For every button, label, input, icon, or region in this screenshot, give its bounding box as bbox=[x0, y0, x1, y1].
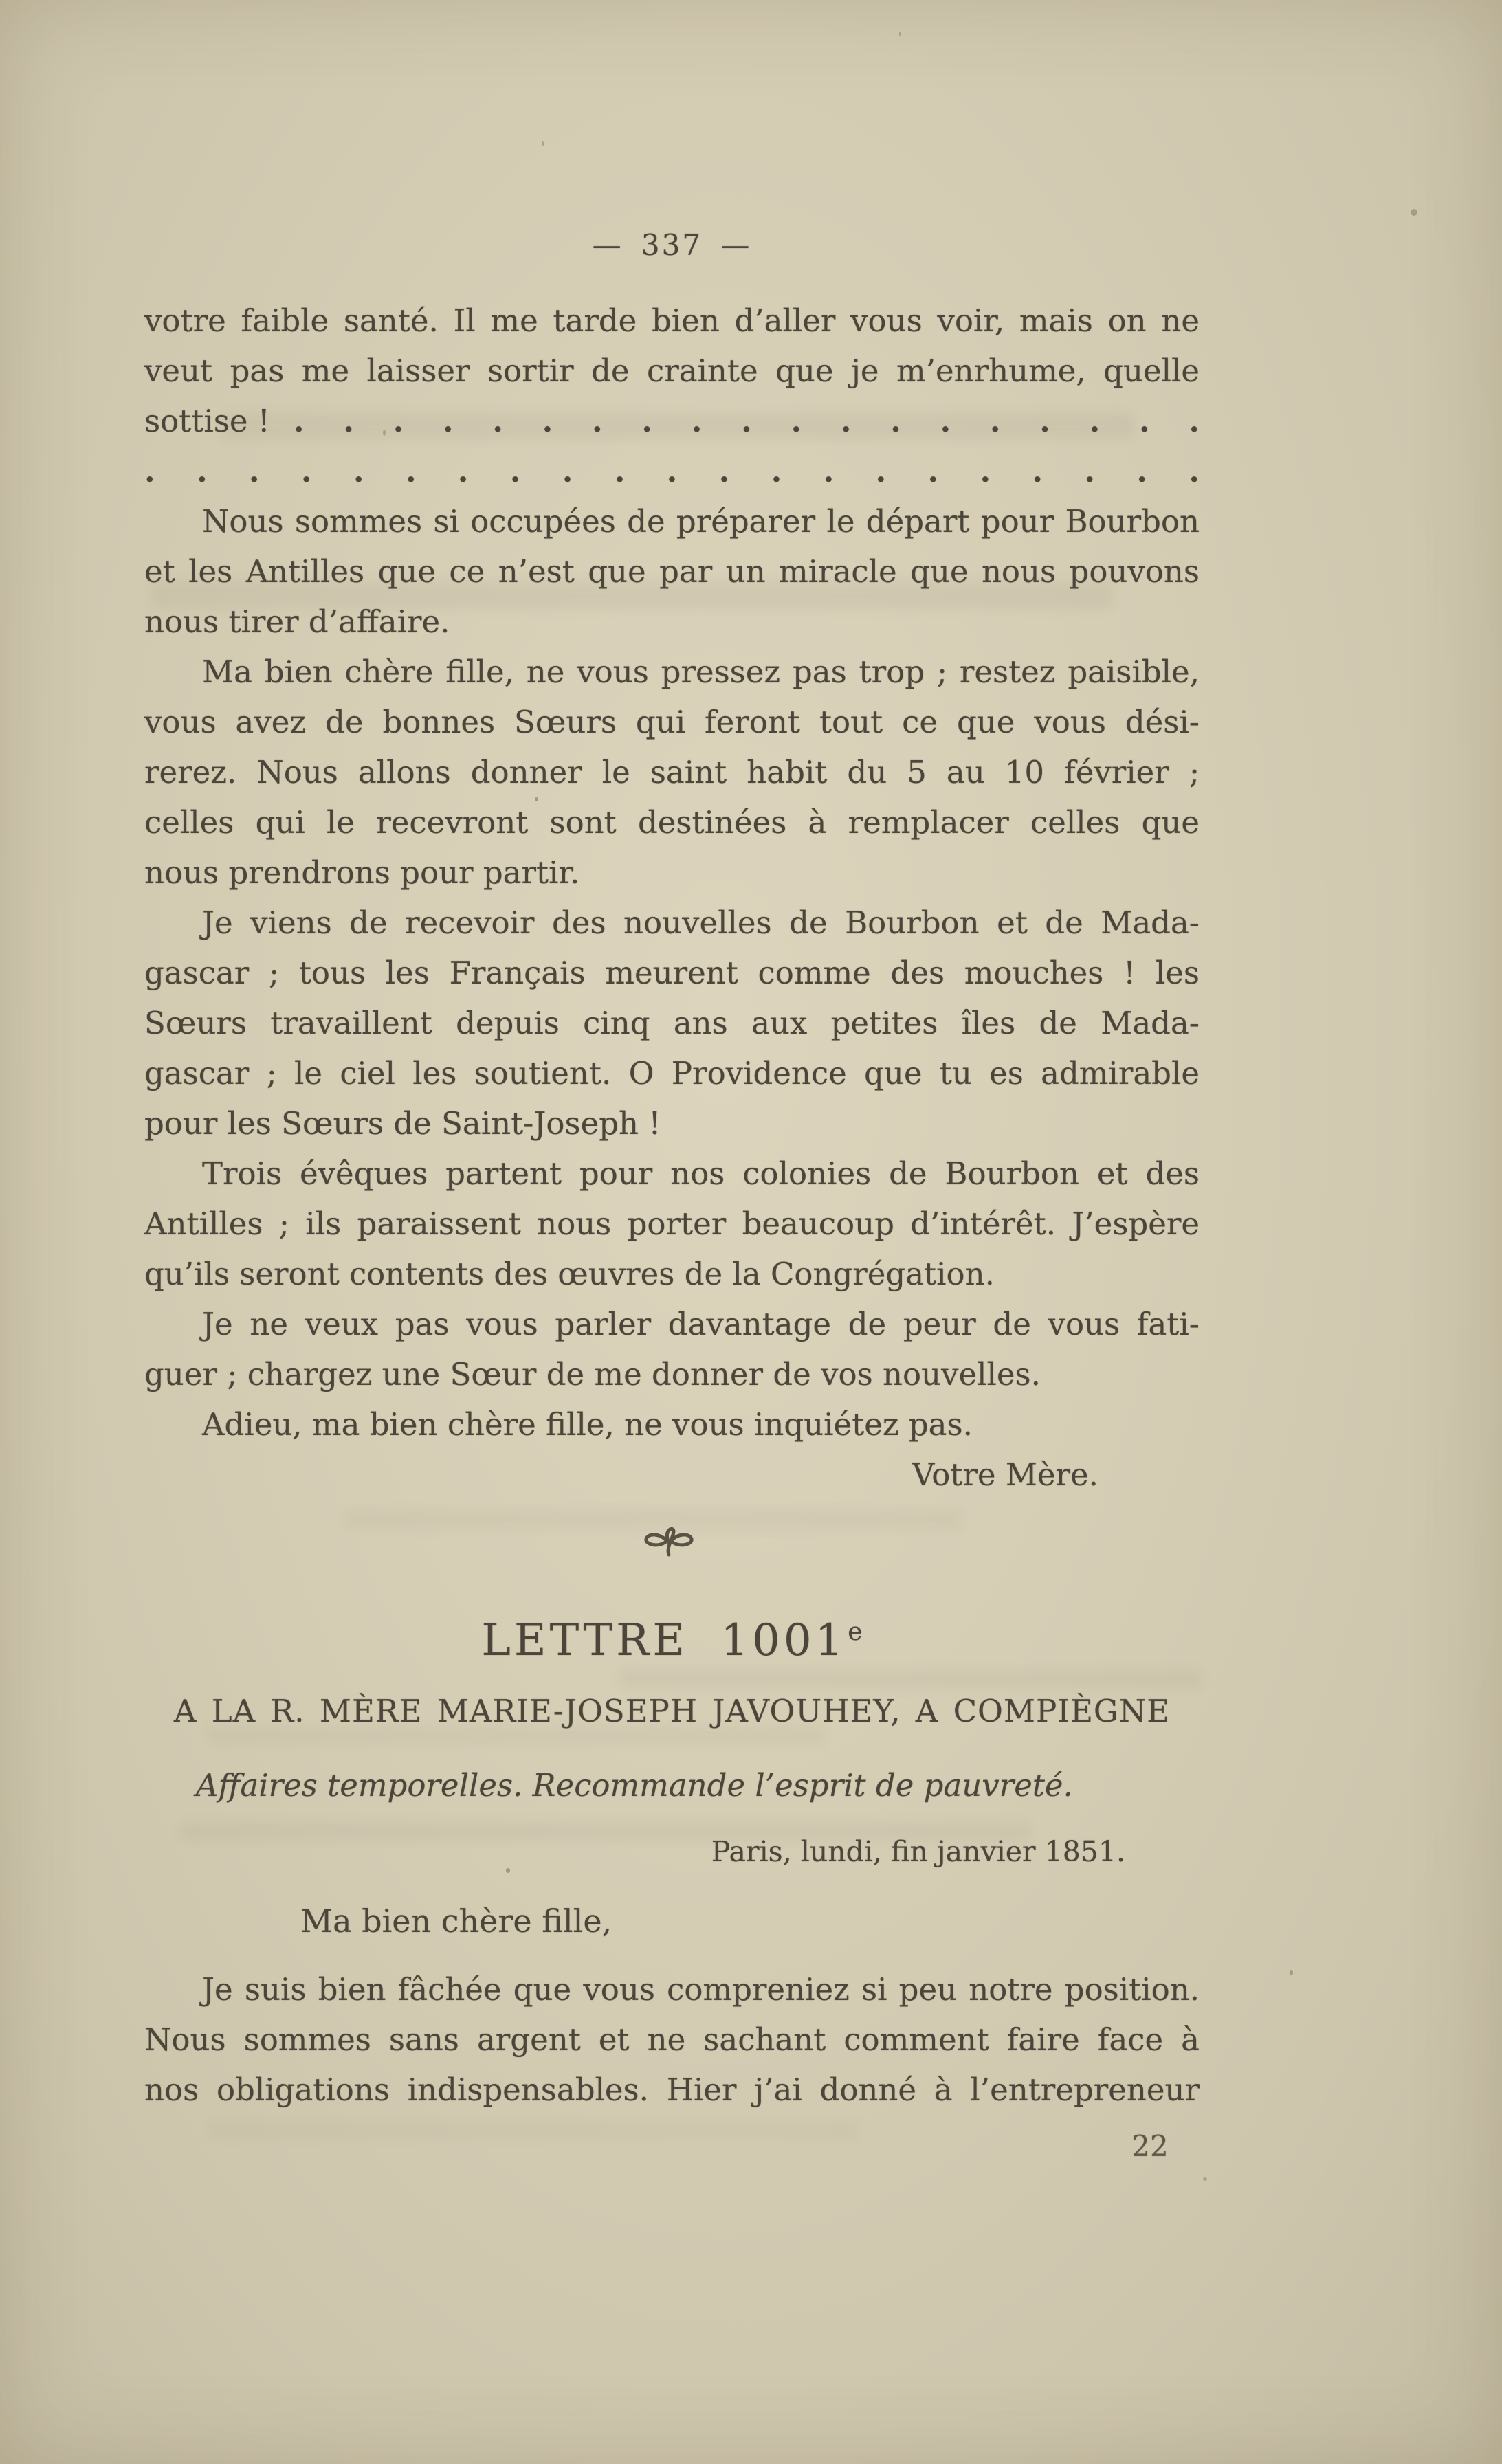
letter-body-line: Nous sommes sans argent et ne sachant comment faire face à bbox=[144, 2021, 1200, 2058]
letter-body-line: Ma bien chère fille, ne vous pressez pas trop ; restez paisible, bbox=[202, 654, 1200, 690]
letter-body-line: nos obligations indispensables. Hier j’ai donné à l’entrepreneur bbox=[144, 2072, 1200, 2108]
letter-body-line: qu’ils seront contents des œuvres de la Congrégation. bbox=[144, 1256, 995, 1292]
letter-body-line: gascar ; le ciel les soutient. O Providence que tu es admirable bbox=[144, 1055, 1200, 1091]
letter-signature: Votre Mère. bbox=[912, 1456, 1098, 1493]
letter-body-line: votre faible santé. Il me tarde bien d’aller vous voir, mais on ne bbox=[144, 302, 1200, 339]
letter-body-line: Je suis bien fâchée que vous compreniez si peu notre position. bbox=[202, 1971, 1200, 2008]
letter-1001-body bbox=[144, 1964, 1200, 2115]
sheet-number: 22 bbox=[1131, 2129, 1169, 2163]
ellipsis-leader: . . . . . . . . . . . . . . . . . . . bbox=[293, 403, 1200, 439]
letter-body-line: pour les Sœurs de Saint-Joseph ! bbox=[144, 1105, 661, 1142]
letter-body-line: Adieu, ma bien chère fille, ne vous inquiétez pas. bbox=[202, 1406, 973, 1443]
letter-body-line: sottise ! bbox=[144, 403, 270, 439]
letter-salutation: Ma bien chère fille, bbox=[300, 1902, 612, 1940]
letter-body-line: et les Antilles que ce n’est que par un miracle que nous pouvons bbox=[144, 553, 1200, 590]
ellipsis-line: . . . . . . . . . . . . . . . . . . . . . bbox=[144, 453, 1200, 489]
letter-number-superscript: e bbox=[848, 1618, 863, 1646]
letter-1000-body bbox=[144, 296, 1200, 1500]
showthrough-smudge bbox=[206, 2120, 859, 2140]
letter-dateline: Paris, lundi, fin janvier 1851. bbox=[711, 1835, 1125, 1868]
paper-speck bbox=[1203, 2177, 1207, 2181]
showthrough-smudge bbox=[619, 1669, 1203, 1689]
letter-body-line: gascar ; tous les Français meurent comme des mouches ! les bbox=[144, 955, 1200, 991]
letter-body-line: Je ne veux pas vous parler davantage de peur de vous fati- bbox=[202, 1306, 1200, 1342]
paper-speck bbox=[1290, 1970, 1293, 1975]
letter-body-line: rerez. Nous allons donner le saint habit du 5 au 10 février ; bbox=[144, 754, 1200, 790]
paper-speck bbox=[542, 141, 544, 146]
letter-body-line: Sœurs travaillent depuis cinq ans aux petites îles de Mada- bbox=[144, 1005, 1200, 1041]
letter-heading-text: LETTRE 1001 bbox=[481, 1615, 847, 1666]
letter-body-line: guer ; chargez une Sœur de me donner de vos nouvelles. bbox=[144, 1356, 1041, 1392]
paper-speck bbox=[899, 32, 901, 36]
letter-addressee: A LA R. MÈRE MARIE-JOSEPH JAVOUHEY, A COMPIÈGNE bbox=[173, 1693, 1171, 1729]
letter-body-line: Antilles ; ils paraissent nous porter beaucoup d’intérêt. J’espère bbox=[144, 1206, 1200, 1242]
page-number-header: — 337 — bbox=[592, 228, 752, 262]
letter-body-line-with-leader bbox=[144, 396, 1200, 446]
letter-body-line: Trois évêques partent pour nos colonies de Bourbon et des bbox=[202, 1155, 1200, 1192]
letter-body-line: veut pas me laisser sortir de crainte que je m’enrhume, quelle bbox=[144, 353, 1200, 389]
letter-summary: Affaires temporelles. Recommande l’esprit de pauvreté. bbox=[196, 1767, 1073, 1803]
letter-heading bbox=[144, 1603, 1200, 1670]
letter-body-line: nous prendrons pour partir. bbox=[144, 854, 580, 891]
letter-body-line: celles qui le recevront sont destinées à remplacer celles que bbox=[144, 804, 1200, 841]
letter-body-line: vous avez de bonnes Sœurs qui feront tout ce que vous dési- bbox=[144, 704, 1200, 740]
letter-body-line: Je viens de recevoir des nouvelles de Bourbon et de Mada- bbox=[202, 904, 1200, 941]
fleuron-icon bbox=[642, 1520, 696, 1562]
letter-body-line: nous tirer d’affaire. bbox=[144, 603, 450, 640]
paper-speck bbox=[1411, 209, 1417, 216]
letter-body-line: Nous sommes si occupées de préparer le départ pour Bourbon bbox=[202, 503, 1200, 540]
